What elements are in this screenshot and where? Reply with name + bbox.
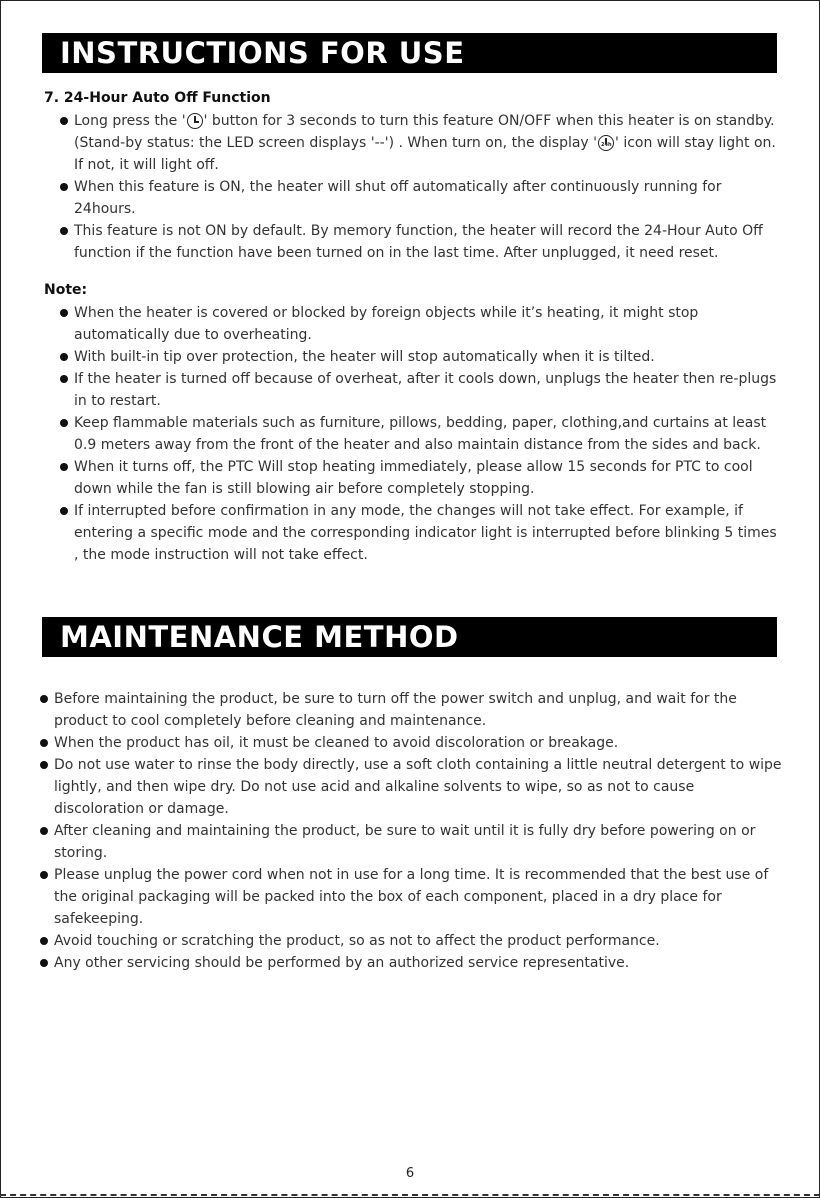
auto-off-list [60,110,780,264]
item-text: ' icon will stay light on. If not, it will light off. [74,135,776,173]
bullet-icon [40,761,48,769]
list-item [60,220,780,264]
list-item [60,456,780,500]
list-item [60,302,780,346]
bullet-icon [60,309,68,317]
list-item [60,412,780,456]
bullet-icon [40,937,48,945]
bullet-icon [40,695,48,703]
item-text: After cleaning and maintaining the product, be sure to wait until it is fully dry before powering on or storing. [54,823,756,861]
item-text: When the heater is covered or blocked by foreign objects while it’s heating, it might stop automatically due to overheating. [74,305,699,343]
bullet-icon [40,871,48,879]
item-text: If interrupted before confirmation in any mode, the changes will not take effect. For example, if entering a specific mode and the corresponding indicator light is interrupted before blinking 5 times , the mode instruction will not take effect. [74,503,777,563]
list-item [40,820,785,864]
bullet-icon [60,507,68,515]
bottom-divider [0,1194,820,1198]
list-item [60,500,780,566]
item-text: Do not use water to rinse the body directly, use a soft cloth containing a little neutral detergent to wipe lightly, and then wipe dry. Do not use acid and alkaline solvents to wipe, so as not to cause discoloration or damage. [54,757,782,817]
bullet-icon [60,463,68,471]
maintenance-banner: MAINTENANCE METHOD [42,617,777,657]
bullet-icon [60,227,68,235]
note-heading: Note: [44,282,88,298]
bullet-icon [60,375,68,383]
item-text: ' button for 3 seconds to turn this feature ON/OFF when this heater is on standby. (Stand-by status: the LED screen displays '--') . When turn on, the display ' [74,113,775,151]
item-text: Please unplug the power cord when not in use for a long time. It is recommended that the best use of the original packaging will be packed into the box of each component, placed in a dry place for safekeeping. [54,867,769,927]
list-item [60,346,780,368]
list-item [40,930,785,952]
instructions-banner: INSTRUCTIONS FOR USE [42,33,777,73]
list-item [60,368,780,412]
note-list [60,302,780,566]
item-text: Any other servicing should be performed by an authorized service representative. [54,955,630,971]
page-number: 6 [405,1166,415,1181]
list-item [60,176,780,220]
item-text: With built-in tip over protection, the heater will stop automatically when it is tilted. [74,349,655,365]
item-text: If the heater is turned off because of overheat, after it cools down, unplugs the heater then re-plugs in to restart. [74,371,777,409]
item-text: When this feature is ON, the heater will shut off automatically after continuously running for 24hours. [74,179,722,217]
item-text: Before maintaining the product, be sure to turn off the power switch and unplug, and wait for the product to cool completely before cleaning and maintenance. [54,691,737,729]
bullet-icon [60,419,68,427]
bullet-icon [60,117,68,125]
list-item [60,110,780,176]
item-text: When the product has oil, it must be cleaned to avoid discoloration or breakage. [54,735,619,751]
bullet-icon [40,827,48,835]
item-text: This feature is not ON by default. By memory function, the heater will record the 24-Hour Auto Off function if the function have been turned on in the last time. After unplugged, it need reset. [74,223,763,261]
timer-24h-icon: 24h [598,135,614,151]
list-item [40,864,785,930]
clock-icon [187,113,203,129]
item-text: When it turns off, the PTC Will stop heating immediately, please allow 15 seconds for PTC to cool down while the fan is still blowing air before completely stopping. [74,459,753,497]
bullet-icon [60,183,68,191]
item-text: Long press the ' [74,113,186,129]
item-text: Avoid touching or scratching the product, so as not to affect the product performance. [54,933,660,949]
auto-off-heading: 7. 24-Hour Auto Off Function [44,90,271,106]
item-text: Keep flammable materials such as furniture, pillows, bedding, paper, clothing,and curtains at least 0.9 meters away from the front of the heater and also maintain distance from the sides and back. [74,415,767,453]
list-item [40,754,785,820]
list-item [40,952,785,974]
bullet-icon [60,353,68,361]
maintenance-list [40,688,785,974]
bullet-icon [40,739,48,747]
bullet-icon [40,959,48,967]
list-item [40,688,785,732]
list-item [40,732,785,754]
